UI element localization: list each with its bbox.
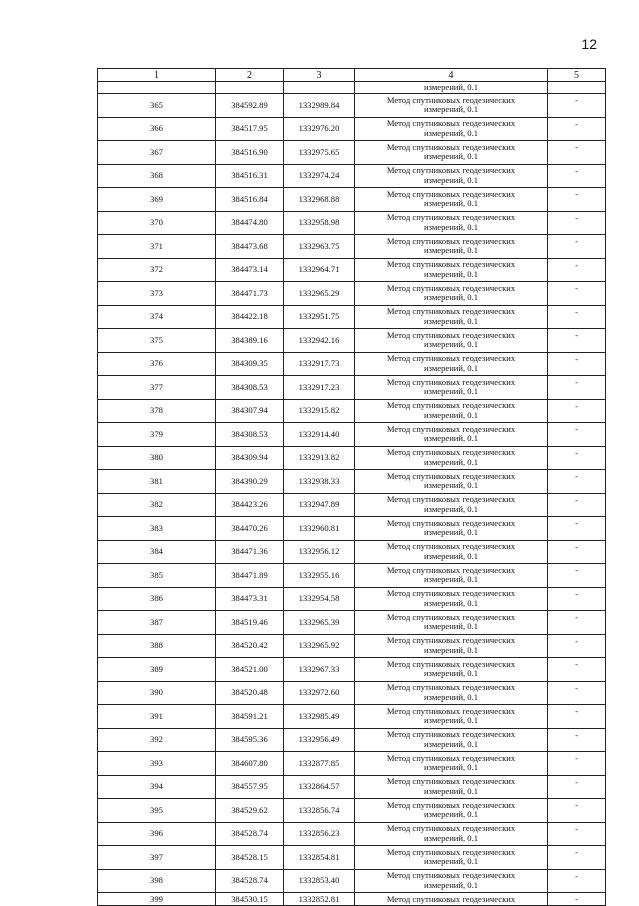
y-coordinate: 1332974.24 — [284, 164, 355, 188]
method-line-2: измерений, 0.1 — [423, 574, 479, 585]
x-coordinate: 384473.14 — [216, 258, 284, 282]
point-number: 377 — [98, 376, 216, 400]
y-coordinate: 1332915.82 — [284, 399, 355, 423]
y-coordinate: 1332947.89 — [284, 493, 355, 517]
dash-cell: - — [548, 893, 606, 906]
dash-cell: - — [548, 117, 606, 141]
dash-cell: - — [548, 399, 606, 423]
method-cell — [355, 258, 548, 282]
table-row — [98, 540, 606, 564]
y-coordinate: 1332852.81 — [284, 893, 355, 906]
y-coordinate: 1332963.75 — [284, 235, 355, 259]
table-row — [98, 517, 606, 541]
table-row — [98, 470, 606, 494]
table-row — [98, 611, 606, 635]
table-row — [98, 117, 606, 141]
table-row — [98, 282, 606, 306]
continuation-text: измерений, 0.1 — [355, 82, 548, 94]
continuation-row — [98, 82, 606, 94]
y-coordinate: 1332976.20 — [284, 117, 355, 141]
table-row — [98, 352, 606, 376]
point-number: 378 — [98, 399, 216, 423]
header-col-5: 5 — [548, 69, 606, 82]
table-row — [98, 752, 606, 776]
method-cell — [355, 517, 548, 541]
method-line-1: Метод спутниковых геодезических — [386, 423, 516, 434]
dash-cell: - — [548, 352, 606, 376]
method-line-1: Метод спутниковых геодезических — [386, 165, 516, 176]
method-line-1: Метод спутниковых геодезических — [386, 118, 516, 129]
method-line-2: измерений, 0.1 — [423, 198, 479, 209]
y-coordinate: 1332917.23 — [284, 376, 355, 400]
method-line-2: измерений, 0.1 — [423, 832, 479, 843]
y-coordinate: 1332955.16 — [284, 564, 355, 588]
x-coordinate: 384423.26 — [216, 493, 284, 517]
method-line-1: Метод спутниковых геодезических — [386, 752, 516, 763]
method-line-2: измерений, 0.1 — [423, 386, 479, 397]
point-number: 392 — [98, 728, 216, 752]
table-row — [98, 728, 606, 752]
table-row — [98, 329, 606, 353]
method-line-1: Метод спутниковых геодезических — [386, 846, 516, 857]
table-row — [98, 399, 606, 423]
y-coordinate: 1332989.84 — [284, 94, 355, 118]
dash-cell: - — [548, 658, 606, 682]
method-line-2: измерений, 0.1 — [423, 621, 479, 632]
method-line-2: измерений, 0.1 — [423, 527, 479, 538]
y-coordinate: 1332854.81 — [284, 846, 355, 870]
y-coordinate: 1332956.49 — [284, 728, 355, 752]
method-line-1: Метод спутниковых геодезических — [386, 729, 516, 740]
method-cell — [355, 587, 548, 611]
dash-cell: - — [548, 752, 606, 776]
method-cell — [355, 705, 548, 729]
method-line-2: измерений, 0.1 — [423, 433, 479, 444]
method-line-1: Метод спутниковых геодезических — [386, 353, 516, 364]
method-line-1: Метод спутниковых геодезических — [386, 306, 516, 317]
table-row — [98, 493, 606, 517]
x-coordinate: 384516.84 — [216, 188, 284, 212]
x-coordinate: 384308.53 — [216, 423, 284, 447]
method-line-2: измерений, 0.1 — [423, 362, 479, 373]
dash-cell: - — [548, 587, 606, 611]
method-cell — [355, 141, 548, 165]
dash-cell: - — [548, 423, 606, 447]
empty-cell — [216, 82, 284, 94]
table-row — [98, 376, 606, 400]
point-number: 372 — [98, 258, 216, 282]
method-cell: Метод спутниковых геодезических — [355, 893, 548, 906]
dash-cell: - — [548, 705, 606, 729]
x-coordinate: 384516.90 — [216, 141, 284, 165]
point-number: 385 — [98, 564, 216, 588]
table-row — [98, 564, 606, 588]
method-line-1: Метод спутниковых геодезических — [386, 799, 516, 810]
method-line-2: измерений, 0.1 — [423, 339, 479, 350]
point-number: 396 — [98, 822, 216, 846]
table-row — [98, 634, 606, 658]
method-line-1: Метод спутниковых геодезических — [386, 470, 516, 481]
y-coordinate: 1332864.57 — [284, 775, 355, 799]
method-cell — [355, 564, 548, 588]
method-line-2: измерений, 0.1 — [423, 315, 479, 326]
dash-cell: - — [548, 164, 606, 188]
table-row — [98, 188, 606, 212]
y-coordinate: 1332965.29 — [284, 282, 355, 306]
point-number: 388 — [98, 634, 216, 658]
method-line-1: Метод спутниковых геодезических — [386, 823, 516, 834]
dash-cell: - — [548, 822, 606, 846]
empty-cell — [548, 82, 606, 94]
x-coordinate: 384517.95 — [216, 117, 284, 141]
y-coordinate: 1332968.88 — [284, 188, 355, 212]
dash-cell: - — [548, 611, 606, 635]
x-coordinate: 384307.94 — [216, 399, 284, 423]
table-row — [98, 94, 606, 118]
method-line-2: измерений, 0.1 — [423, 127, 479, 138]
point-number: 371 — [98, 235, 216, 259]
table-row-last — [98, 893, 606, 906]
method-line-1: Метод спутниковых геодезических — [386, 400, 516, 411]
method-cell — [355, 94, 548, 118]
method-line-1: Метод спутниковых геодезических — [386, 776, 516, 787]
header-col-2: 2 — [216, 69, 284, 82]
x-coordinate: 384471.36 — [216, 540, 284, 564]
empty-cell — [284, 82, 355, 94]
dash-cell: - — [548, 305, 606, 329]
point-number: 394 — [98, 775, 216, 799]
point-number: 383 — [98, 517, 216, 541]
x-coordinate: 384520.48 — [216, 681, 284, 705]
table-body — [98, 69, 606, 906]
method-cell — [355, 282, 548, 306]
method-line-2: измерений, 0.1 — [423, 480, 479, 491]
y-coordinate: 1332856.74 — [284, 799, 355, 823]
table-row — [98, 705, 606, 729]
x-coordinate: 384595.36 — [216, 728, 284, 752]
method-line-2: измерений, 0.1 — [423, 644, 479, 655]
point-number: 370 — [98, 211, 216, 235]
dash-cell: - — [548, 446, 606, 470]
method-line-2: измерений, 0.1 — [423, 597, 479, 608]
x-coordinate: 384471.73 — [216, 282, 284, 306]
method-line-2: измерений, 0.1 — [423, 221, 479, 232]
method-line-1: Метод спутниковых геодезических — [386, 611, 516, 622]
y-coordinate: 1332877.85 — [284, 752, 355, 776]
dash-cell: - — [548, 493, 606, 517]
method-line-2: измерений, 0.1 — [423, 691, 479, 702]
y-coordinate: 1332914.40 — [284, 423, 355, 447]
y-coordinate: 1332975.65 — [284, 141, 355, 165]
method-line-2: измерений, 0.1 — [423, 809, 479, 820]
method-line-2: измерений, 0.1 — [423, 245, 479, 256]
method-line-1: Метод спутниковых геодезических — [386, 564, 516, 575]
table-row — [98, 141, 606, 165]
point-number: 397 — [98, 846, 216, 870]
dash-cell: - — [548, 869, 606, 893]
x-coordinate: 384529.62 — [216, 799, 284, 823]
method-cell — [355, 493, 548, 517]
dash-cell: - — [548, 470, 606, 494]
table-row — [98, 869, 606, 893]
x-coordinate: 384521.00 — [216, 658, 284, 682]
dash-cell: - — [548, 846, 606, 870]
coordinates-table — [97, 68, 606, 906]
x-coordinate: 384473.68 — [216, 235, 284, 259]
y-coordinate: 1332951.75 — [284, 305, 355, 329]
dash-cell: - — [548, 141, 606, 165]
method-line-1: Метод спутниковых геодезических — [386, 212, 516, 223]
header-col-3: 3 — [284, 69, 355, 82]
dash-cell: - — [548, 329, 606, 353]
dash-cell: - — [548, 94, 606, 118]
method-cell — [355, 799, 548, 823]
y-coordinate: 1332965.39 — [284, 611, 355, 635]
method-line-1: Метод спутниковых геодезических — [386, 259, 516, 270]
dash-cell: - — [548, 188, 606, 212]
x-coordinate: 384309.35 — [216, 352, 284, 376]
point-number: 391 — [98, 705, 216, 729]
x-coordinate: 384309.94 — [216, 446, 284, 470]
method-cell — [355, 164, 548, 188]
x-coordinate: 384519.46 — [216, 611, 284, 635]
header-col-4: 4 — [355, 69, 548, 82]
y-coordinate: 1332913.82 — [284, 446, 355, 470]
method-line-2: измерений, 0.1 — [423, 104, 479, 115]
dash-cell: - — [548, 775, 606, 799]
point-number: 393 — [98, 752, 216, 776]
table-row — [98, 681, 606, 705]
point-number: 381 — [98, 470, 216, 494]
y-coordinate: 1332958.98 — [284, 211, 355, 235]
header-col-1: 1 — [98, 69, 216, 82]
method-cell — [355, 846, 548, 870]
dash-cell: - — [548, 799, 606, 823]
y-coordinate: 1332964.71 — [284, 258, 355, 282]
method-line-1: Метод спутниковых геодезических — [386, 588, 516, 599]
y-coordinate: 1332942.16 — [284, 329, 355, 353]
dash-cell: - — [548, 634, 606, 658]
method-line-1: Метод спутниковых геодезических — [386, 494, 516, 505]
x-coordinate: 384520.42 — [216, 634, 284, 658]
method-line-2: измерений, 0.1 — [423, 268, 479, 279]
y-coordinate: 1332938.33 — [284, 470, 355, 494]
dash-cell: - — [548, 681, 606, 705]
method-cell — [355, 822, 548, 846]
x-coordinate: 384530.15 — [216, 893, 284, 906]
point-number: 379 — [98, 423, 216, 447]
method-line-2: измерений, 0.1 — [423, 879, 479, 890]
table-row — [98, 305, 606, 329]
point-number: 386 — [98, 587, 216, 611]
method-line-1: Метод спутниковых геодезических — [386, 870, 516, 881]
method-line-2: измерений, 0.1 — [423, 762, 479, 773]
method-cell — [355, 423, 548, 447]
point-number: 367 — [98, 141, 216, 165]
method-cell — [355, 305, 548, 329]
x-coordinate: 384389.16 — [216, 329, 284, 353]
method-line-1: Метод спутниковых геодезических — [386, 235, 516, 246]
dash-cell: - — [548, 517, 606, 541]
method-line-1: Метод спутниковых геодезических — [386, 376, 516, 387]
method-line-1: Метод спутниковых геодезических — [386, 141, 516, 152]
dash-cell: - — [548, 540, 606, 564]
x-coordinate: 384470.26 — [216, 517, 284, 541]
method-line-2: измерений, 0.1 — [423, 151, 479, 162]
method-cell — [355, 399, 548, 423]
y-coordinate: 1332954.58 — [284, 587, 355, 611]
method-cell — [355, 117, 548, 141]
point-number: 374 — [98, 305, 216, 329]
y-coordinate: 1332917.73 — [284, 352, 355, 376]
method-line-2: измерений, 0.1 — [423, 456, 479, 467]
y-coordinate: 1332972.60 — [284, 681, 355, 705]
point-number: 387 — [98, 611, 216, 635]
dash-cell: - — [548, 728, 606, 752]
dash-cell: - — [548, 376, 606, 400]
method-line-1: Метод спутниковых геодезических — [386, 705, 516, 716]
method-line-1: Метод спутниковых геодезических — [386, 447, 516, 458]
method-line-2: измерений, 0.1 — [423, 715, 479, 726]
point-number: 376 — [98, 352, 216, 376]
method-line-1: Метод спутниковых геодезических — [386, 635, 516, 646]
method-cell — [355, 211, 548, 235]
table-row — [98, 211, 606, 235]
table-row — [98, 587, 606, 611]
method-line-2: измерений, 0.1 — [423, 174, 479, 185]
method-cell — [355, 869, 548, 893]
method-cell — [355, 611, 548, 635]
method-line-2: измерений, 0.1 — [423, 503, 479, 514]
method-line-2: измерений, 0.1 — [423, 550, 479, 561]
table-row — [98, 775, 606, 799]
dash-cell: - — [548, 282, 606, 306]
method-cell — [355, 681, 548, 705]
point-number: 398 — [98, 869, 216, 893]
x-coordinate: 384422.18 — [216, 305, 284, 329]
y-coordinate: 1332967.33 — [284, 658, 355, 682]
table-row — [98, 164, 606, 188]
x-coordinate: 384607.80 — [216, 752, 284, 776]
method-line-2: измерений, 0.1 — [423, 292, 479, 303]
table-header-row — [98, 69, 606, 82]
method-cell — [355, 634, 548, 658]
x-coordinate: 384474.80 — [216, 211, 284, 235]
method-line-1: Метод спутниковых геодезических — [386, 282, 516, 293]
y-coordinate: 1332985.49 — [284, 705, 355, 729]
method-cell — [355, 658, 548, 682]
y-coordinate: 1332965.92 — [284, 634, 355, 658]
table-row — [98, 822, 606, 846]
x-coordinate: 384390.29 — [216, 470, 284, 494]
table-row — [98, 846, 606, 870]
method-cell — [355, 728, 548, 752]
method-line-1: Метод спутниковых геодезических — [386, 682, 516, 693]
point-number: 382 — [98, 493, 216, 517]
table-row — [98, 235, 606, 259]
method-line-2: измерений, 0.1 — [423, 409, 479, 420]
y-coordinate: 1332960.81 — [284, 517, 355, 541]
dash-cell: - — [548, 235, 606, 259]
point-number: 369 — [98, 188, 216, 212]
point-number: 375 — [98, 329, 216, 353]
point-number: 365 — [98, 94, 216, 118]
table-row — [98, 799, 606, 823]
y-coordinate: 1332853.40 — [284, 869, 355, 893]
x-coordinate: 384471.89 — [216, 564, 284, 588]
point-number: 390 — [98, 681, 216, 705]
method-cell — [355, 352, 548, 376]
method-line-1: Метод спутниковых геодезических — [386, 329, 516, 340]
point-number: 384 — [98, 540, 216, 564]
method-line-1: Метод спутниковых геодезических — [386, 517, 516, 528]
method-cell — [355, 235, 548, 259]
table-row — [98, 258, 606, 282]
x-coordinate: 384528.74 — [216, 822, 284, 846]
table-row — [98, 658, 606, 682]
empty-cell — [98, 82, 216, 94]
method-cell — [355, 188, 548, 212]
point-number: 389 — [98, 658, 216, 682]
point-number: 373 — [98, 282, 216, 306]
y-coordinate: 1332956.12 — [284, 540, 355, 564]
x-coordinate: 384308.53 — [216, 376, 284, 400]
table-row — [98, 446, 606, 470]
method-cell — [355, 470, 548, 494]
table-row — [98, 423, 606, 447]
method-cell — [355, 540, 548, 564]
x-coordinate: 384516.31 — [216, 164, 284, 188]
point-number: 395 — [98, 799, 216, 823]
method-line-2: измерений, 0.1 — [423, 856, 479, 867]
method-cell — [355, 329, 548, 353]
method-line-1: Метод спутниковых геодезических — [386, 541, 516, 552]
method-cell — [355, 376, 548, 400]
point-number: 366 — [98, 117, 216, 141]
method-cell — [355, 446, 548, 470]
point-number: 368 — [98, 164, 216, 188]
method-line-2: измерений, 0.1 — [423, 785, 479, 796]
page-number: 12 — [581, 36, 597, 52]
x-coordinate: 384557.95 — [216, 775, 284, 799]
x-coordinate: 384528.74 — [216, 869, 284, 893]
point-number: 399 — [98, 893, 216, 906]
method-line-1: Метод спутниковых геодезических — [386, 94, 516, 105]
x-coordinate: 384592.89 — [216, 94, 284, 118]
y-coordinate: 1332856.23 — [284, 822, 355, 846]
method-cell — [355, 775, 548, 799]
dash-cell: - — [548, 564, 606, 588]
x-coordinate: 384591.21 — [216, 705, 284, 729]
method-cell — [355, 752, 548, 776]
method-line-2: измерений, 0.1 — [423, 668, 479, 679]
method-line-2: измерений, 0.1 — [423, 738, 479, 749]
dash-cell: - — [548, 211, 606, 235]
dash-cell: - — [548, 258, 606, 282]
method-line-1: Метод спутниковых геодезических — [386, 658, 516, 669]
x-coordinate: 384473.31 — [216, 587, 284, 611]
method-line-1: Метод спутниковых геодезических — [386, 188, 516, 199]
point-number: 380 — [98, 446, 216, 470]
x-coordinate: 384528.15 — [216, 846, 284, 870]
